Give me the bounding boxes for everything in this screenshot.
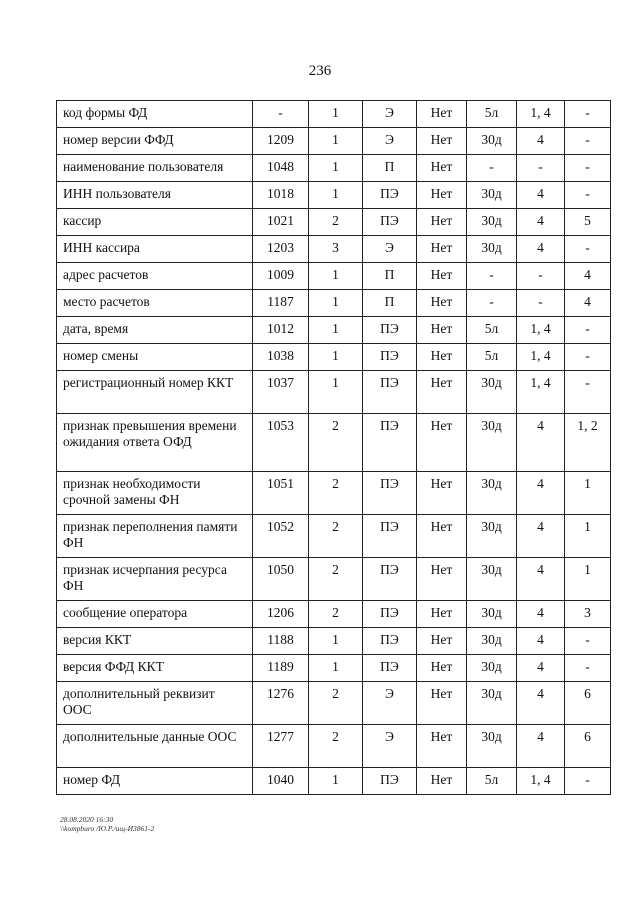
table-cell: 2: [309, 472, 363, 515]
table-cell: ПЭ: [363, 601, 417, 628]
table-cell: Нет: [417, 414, 467, 472]
requisite-name-cell: ИНН кассира: [57, 236, 253, 263]
table-cell: 1277: [253, 725, 309, 768]
table-cell: 1038: [253, 344, 309, 371]
table-cell: 1, 4: [517, 317, 565, 344]
table-cell: 3: [309, 236, 363, 263]
table-cell: 1206: [253, 601, 309, 628]
table-cell: 1: [309, 182, 363, 209]
table-cell: 4: [517, 682, 565, 725]
table-cell: 1, 4: [517, 768, 565, 795]
table-cell: -: [565, 628, 611, 655]
table-cell: 30д: [467, 472, 517, 515]
table-cell: Нет: [417, 317, 467, 344]
table-row: [57, 182, 611, 209]
table-cell: Нет: [417, 263, 467, 290]
table-cell: -: [517, 155, 565, 182]
table-cell: 30д: [467, 209, 517, 236]
footer-stamp: [60, 815, 154, 833]
table-cell: -: [565, 371, 611, 414]
table-cell: 5л: [467, 101, 517, 128]
footer-date: 28.08.2020 16:30: [60, 815, 114, 824]
table-cell: Нет: [417, 371, 467, 414]
table-cell: 1: [309, 768, 363, 795]
table-cell: 1188: [253, 628, 309, 655]
table-cell: 4: [517, 414, 565, 472]
table-cell: ПЭ: [363, 628, 417, 655]
table-cell: ПЭ: [363, 472, 417, 515]
table-cell: 1048: [253, 155, 309, 182]
table-cell: ПЭ: [363, 344, 417, 371]
table-cell: 4: [565, 290, 611, 317]
table-cell: -: [565, 155, 611, 182]
table-cell: 30д: [467, 515, 517, 558]
requisite-name-cell: номер версии ФФД: [57, 128, 253, 155]
requisite-name-cell: признак необходимости срочной замены ФН: [57, 472, 253, 515]
table-row: [57, 128, 611, 155]
requisite-name-cell: адрес расчетов: [57, 263, 253, 290]
table-cell: 4: [517, 128, 565, 155]
table-cell: 4: [517, 558, 565, 601]
table-cell: Нет: [417, 155, 467, 182]
requisite-name-cell: кассир: [57, 209, 253, 236]
table-cell: Нет: [417, 128, 467, 155]
requisite-name-cell: место расчетов: [57, 290, 253, 317]
table-cell: 1: [565, 472, 611, 515]
table-row: [57, 515, 611, 558]
table-row: [57, 472, 611, 515]
table-cell: Нет: [417, 628, 467, 655]
table-cell: 1051: [253, 472, 309, 515]
table-cell: -: [565, 236, 611, 263]
requisite-name-cell: версия ККТ: [57, 628, 253, 655]
table-cell: 1189: [253, 655, 309, 682]
table-cell: 1018: [253, 182, 309, 209]
table-cell: ПЭ: [363, 558, 417, 601]
table-cell: 30д: [467, 414, 517, 472]
table-cell: ПЭ: [363, 182, 417, 209]
requisite-name-cell: регистрационный номер ККТ: [57, 371, 253, 414]
table-cell: ПЭ: [363, 209, 417, 236]
table-cell: Э: [363, 236, 417, 263]
table-cell: Э: [363, 682, 417, 725]
table-cell: 2: [309, 414, 363, 472]
table-row: [57, 263, 611, 290]
requisite-name-cell: версия ФФД ККТ: [57, 655, 253, 682]
table-cell: 1040: [253, 768, 309, 795]
table-cell: -: [565, 768, 611, 795]
table-cell: 1209: [253, 128, 309, 155]
table-cell: Нет: [417, 558, 467, 601]
table-cell: Нет: [417, 209, 467, 236]
table-cell: -: [467, 155, 517, 182]
table-row: [57, 725, 611, 768]
table-row: [57, 290, 611, 317]
table-cell: -: [517, 290, 565, 317]
table-cell: -: [565, 182, 611, 209]
requisite-name-cell: ИНН пользователя: [57, 182, 253, 209]
table-cell: Нет: [417, 515, 467, 558]
table-cell: 1187: [253, 290, 309, 317]
table-cell: 30д: [467, 725, 517, 768]
table-cell: 30д: [467, 182, 517, 209]
table-cell: 1, 4: [517, 101, 565, 128]
table-cell: 30д: [467, 558, 517, 601]
table-cell: 4: [517, 601, 565, 628]
table-cell: 1: [309, 655, 363, 682]
table-cell: 1: [565, 515, 611, 558]
table-cell: 1: [309, 155, 363, 182]
table-cell: 4: [565, 263, 611, 290]
table-row: [57, 682, 611, 725]
table-cell: Нет: [417, 344, 467, 371]
table-cell: 4: [517, 515, 565, 558]
table-cell: 1021: [253, 209, 309, 236]
table-cell: Нет: [417, 236, 467, 263]
table-row: [57, 414, 611, 472]
table-row: [57, 558, 611, 601]
table-cell: Э: [363, 725, 417, 768]
table-cell: 4: [517, 236, 565, 263]
table-cell: 30д: [467, 601, 517, 628]
table-cell: ПЭ: [363, 768, 417, 795]
requisite-name-cell: наименование пользователя: [57, 155, 253, 182]
table-cell: ПЭ: [363, 655, 417, 682]
table-cell: 5л: [467, 317, 517, 344]
requisite-name-cell: номер ФД: [57, 768, 253, 795]
table-cell: Нет: [417, 472, 467, 515]
table-cell: 30д: [467, 682, 517, 725]
requisite-name-cell: дата, время: [57, 317, 253, 344]
table-cell: 5л: [467, 344, 517, 371]
table-cell: 30д: [467, 628, 517, 655]
table-cell: 5: [565, 209, 611, 236]
table-cell: 1: [309, 628, 363, 655]
table-cell: 1, 4: [517, 344, 565, 371]
table-cell: Нет: [417, 655, 467, 682]
requisite-name-cell: код формы ФД: [57, 101, 253, 128]
table-cell: Нет: [417, 682, 467, 725]
table-cell: Нет: [417, 290, 467, 317]
table-cell: -: [565, 344, 611, 371]
table-cell: -: [467, 290, 517, 317]
table-cell: 4: [517, 655, 565, 682]
table-cell: 30д: [467, 236, 517, 263]
table-cell: 1: [309, 290, 363, 317]
table-cell: 1053: [253, 414, 309, 472]
table-cell: 1: [565, 558, 611, 601]
table-cell: 1276: [253, 682, 309, 725]
table-cell: Э: [363, 128, 417, 155]
table-cell: 4: [517, 209, 565, 236]
table-cell: 4: [517, 628, 565, 655]
table-cell: Нет: [417, 725, 467, 768]
table-cell: 1: [309, 317, 363, 344]
table-row: [57, 344, 611, 371]
requisite-name-cell: номер смены: [57, 344, 253, 371]
requisite-name-cell: дополнительный реквизит ООС: [57, 682, 253, 725]
table-cell: П: [363, 263, 417, 290]
table-row: [57, 371, 611, 414]
footer-path: \\kompburo /Ю.Р./ищ-И3861-2: [60, 824, 155, 833]
table-cell: 1050: [253, 558, 309, 601]
table-cell: Нет: [417, 182, 467, 209]
requisite-name-cell: дополнительные данные ООС: [57, 725, 253, 768]
table-cell: 1009: [253, 263, 309, 290]
table-cell: ПЭ: [363, 414, 417, 472]
table-cell: П: [363, 290, 417, 317]
table-row: [57, 601, 611, 628]
table-cell: 2: [309, 515, 363, 558]
table-row: [57, 155, 611, 182]
requisites-table: [56, 100, 611, 795]
table-cell: 1: [309, 101, 363, 128]
table-cell: 1037: [253, 371, 309, 414]
requisite-name-cell: сообщение оператора: [57, 601, 253, 628]
table-row: [57, 628, 611, 655]
table-cell: 4: [517, 182, 565, 209]
table-cell: ПЭ: [363, 515, 417, 558]
table-cell: 1052: [253, 515, 309, 558]
table-cell: Э: [363, 101, 417, 128]
table-cell: 2: [309, 682, 363, 725]
requisite-name-cell: признак переполнения памяти ФН: [57, 515, 253, 558]
table-cell: 4: [517, 472, 565, 515]
table-cell: 1012: [253, 317, 309, 344]
table-cell: 2: [309, 601, 363, 628]
table-cell: -: [253, 101, 309, 128]
table-cell: -: [565, 655, 611, 682]
table-cell: -: [565, 101, 611, 128]
page-number: 236: [308, 63, 332, 79]
table-cell: 6: [565, 682, 611, 725]
requisite-name-cell: признак превышения времени ожидания ответа ОФД: [57, 414, 253, 472]
table-cell: ПЭ: [363, 371, 417, 414]
table-row: [57, 236, 611, 263]
table-cell: 1203: [253, 236, 309, 263]
table-cell: 2: [309, 209, 363, 236]
table-cell: П: [363, 155, 417, 182]
table-cell: 1, 2: [565, 414, 611, 472]
table-cell: 30д: [467, 128, 517, 155]
table-cell: -: [565, 317, 611, 344]
table-cell: Нет: [417, 768, 467, 795]
table-cell: Нет: [417, 601, 467, 628]
requisite-name-cell: признак исчерпания ресурса ФН: [57, 558, 253, 601]
table-cell: 2: [309, 558, 363, 601]
table-cell: 1: [309, 371, 363, 414]
table-cell: Нет: [417, 101, 467, 128]
table-cell: -: [517, 263, 565, 290]
table-cell: 1: [309, 128, 363, 155]
table-cell: 1: [309, 344, 363, 371]
table-cell: 1, 4: [517, 371, 565, 414]
table-cell: -: [467, 263, 517, 290]
table-row: [57, 101, 611, 128]
table-cell: -: [565, 128, 611, 155]
table-row: [57, 655, 611, 682]
table-cell: 1: [309, 263, 363, 290]
table-cell: ПЭ: [363, 317, 417, 344]
table-row: [57, 317, 611, 344]
table-cell: 5л: [467, 768, 517, 795]
table-cell: 6: [565, 725, 611, 768]
table-row: [57, 209, 611, 236]
table-cell: 4: [517, 725, 565, 768]
table-row: [57, 768, 611, 795]
table-cell: 2: [309, 725, 363, 768]
table-cell: 3: [565, 601, 611, 628]
table-cell: 30д: [467, 655, 517, 682]
table-cell: 30д: [467, 371, 517, 414]
